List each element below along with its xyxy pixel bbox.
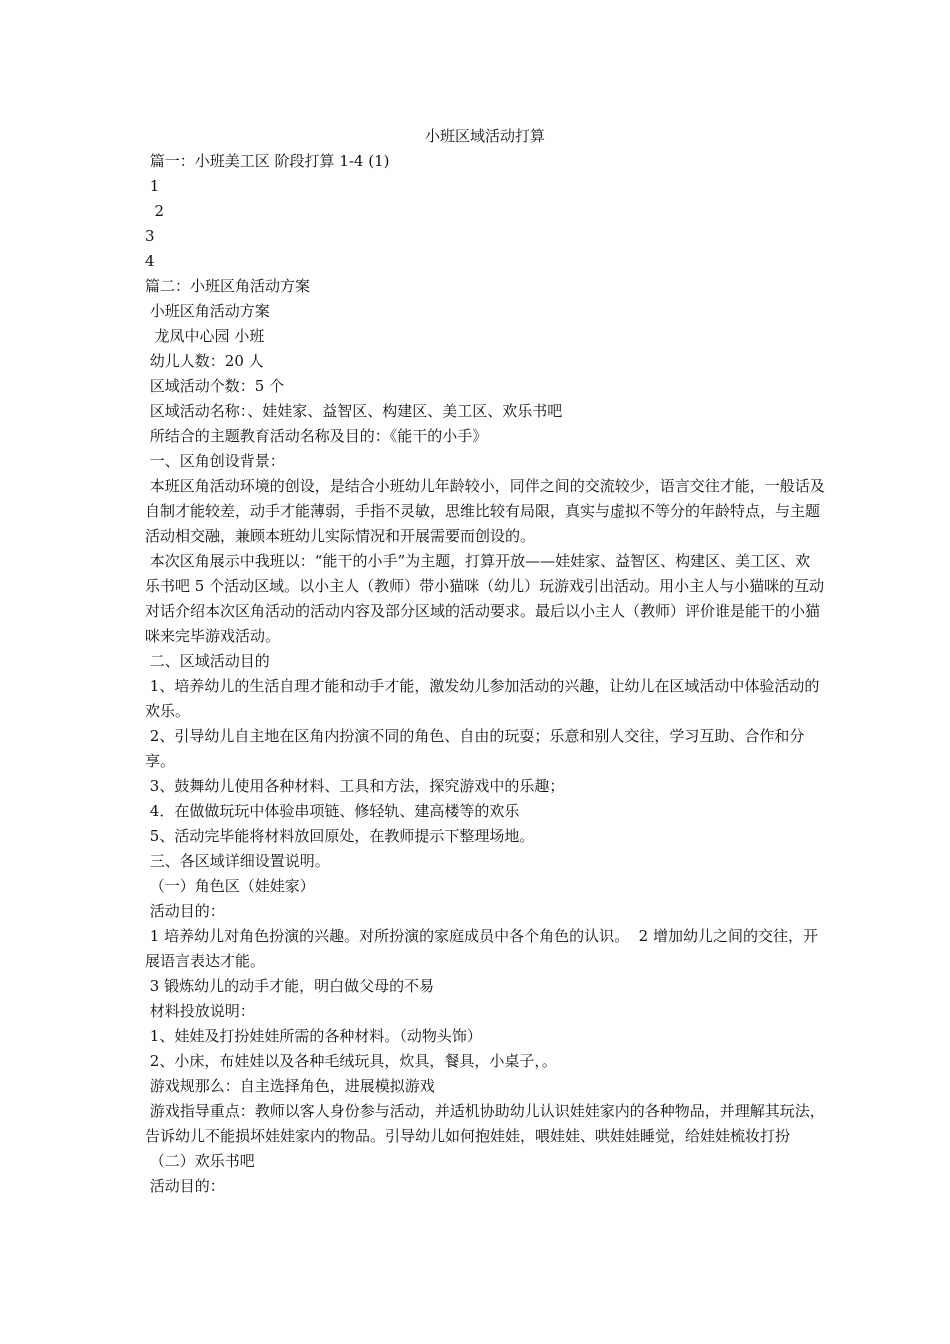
document-paragraph: 龙凤中心园 小班	[145, 327, 265, 345]
document-paragraph: 4	[145, 252, 155, 270]
document-body	[145, 149, 825, 1199]
document-paragraph: 幼儿人数：20 人	[145, 352, 264, 370]
document-paragraph: 3、鼓舞幼儿使用各种材料、工具和方法，探究游戏中的乐趣；	[145, 777, 565, 795]
document-paragraph: 活动目的：	[145, 1177, 225, 1195]
document-paragraph: 小班区角活动方案	[145, 302, 270, 320]
document-page	[145, 124, 825, 1199]
document-paragraph: 2	[145, 202, 165, 220]
document-paragraph: 区域活动个数：5 个	[145, 377, 285, 395]
document-paragraph: （二）欢乐书吧	[145, 1152, 255, 1170]
document-paragraph: 2、引导幼儿自主地在区角内扮演不同的角色、自由的玩耍；乐意和别人交往，学习互助、合作和分享。	[145, 727, 805, 770]
document-paragraph: 游戏指导重点：教师以客人身份参与活动，并适机协助幼儿认识娃娃家内的各种物品，并理解其玩法，告诉幼儿不能损坏娃娃家内的物品。引导幼儿如何抱娃娃，喂娃娃、哄娃娃睡觉，给娃娃梳妆打扮	[145, 1102, 825, 1145]
document-paragraph: 三、各区域详细设置说明。	[145, 852, 330, 870]
document-title: 小班区域活动打算	[424, 127, 545, 145]
document-paragraph: 2、小床，布娃娃以及各种毛绒玩具，炊具，餐具，小桌子，。	[145, 1052, 557, 1070]
document-paragraph: 游戏规那么：自主选择角色，进展模拟游戏	[145, 1077, 435, 1095]
document-paragraph: 本班区角活动环境的创设，是结合小班幼儿年龄较小，同伴之间的交流较少，语言交往才能，一般话及自制才能较差，动手才能薄弱，手指不灵敏，思维比较有局限，真实与虚拟不等分的年龄特点，与主题活动相交融，兼顾本班幼儿实际情况和开展需要而创设的。	[145, 477, 825, 545]
document-paragraph: 本次区角展示中我班以：“能干的小手”为主题，打算开放——娃娃家、益智区、构建区、美工区、欢乐书吧 5 个活动区域。以小主人（教师）带小猫咪（幼儿）玩游戏引出活动。用小主人与小猫咪的互动对话介绍本次区角活动的活动内容及部分区域的活动要求。最后以小主人（教师）评价谁是能干的小猫咪来完毕游戏活动。	[145, 552, 825, 645]
document-paragraph: 篇二：小班区角活动方案	[145, 277, 311, 295]
document-paragraph: 4．在做做玩玩中体验串项链、修轻轨、建高楼等的欢乐	[145, 802, 520, 820]
document-paragraph: 区域活动名称：、娃娃家、益智区、构建区、美工区、欢乐书吧	[145, 402, 563, 420]
document-paragraph: 材料投放说明：	[145, 1002, 255, 1020]
document-paragraph: 1 培养幼儿对角色扮演的兴趣。对所扮演的家庭成员中各个角色的认识。 2 增加幼儿之间的交往，开展语言表达才能。	[145, 927, 818, 970]
document-paragraph: 1、培养幼儿的生活自理才能和动手才能，激发幼儿参加活动的兴趣，让幼儿在区域活动中体验活动的欢乐。	[145, 677, 820, 720]
document-paragraph: 活动目的：	[145, 902, 225, 920]
document-paragraph: （一）角色区（娃娃家）	[145, 877, 315, 895]
document-paragraph: 1、娃娃及打扮娃娃所需的各种材料。（动物头饰）	[145, 1027, 482, 1045]
document-paragraph: 一、区角创设背景：	[145, 452, 285, 470]
document-paragraph: 5、活动完毕能将材料放回原处，在教师提示下整理场地。	[145, 827, 535, 845]
document-paragraph: 1	[145, 177, 160, 195]
document-paragraph: 3 锻炼幼儿的动手才能，明白做父母的不易	[145, 977, 435, 995]
document-paragraph: 二、区域活动目的	[145, 652, 270, 670]
document-paragraph: 篇一：小班美工区 阶段打算 1-4 (1)	[145, 152, 390, 170]
document-paragraph: 所结合的主题教育活动名称及目的：《能干的小手》	[145, 427, 488, 445]
document-paragraph: 3	[145, 227, 155, 245]
